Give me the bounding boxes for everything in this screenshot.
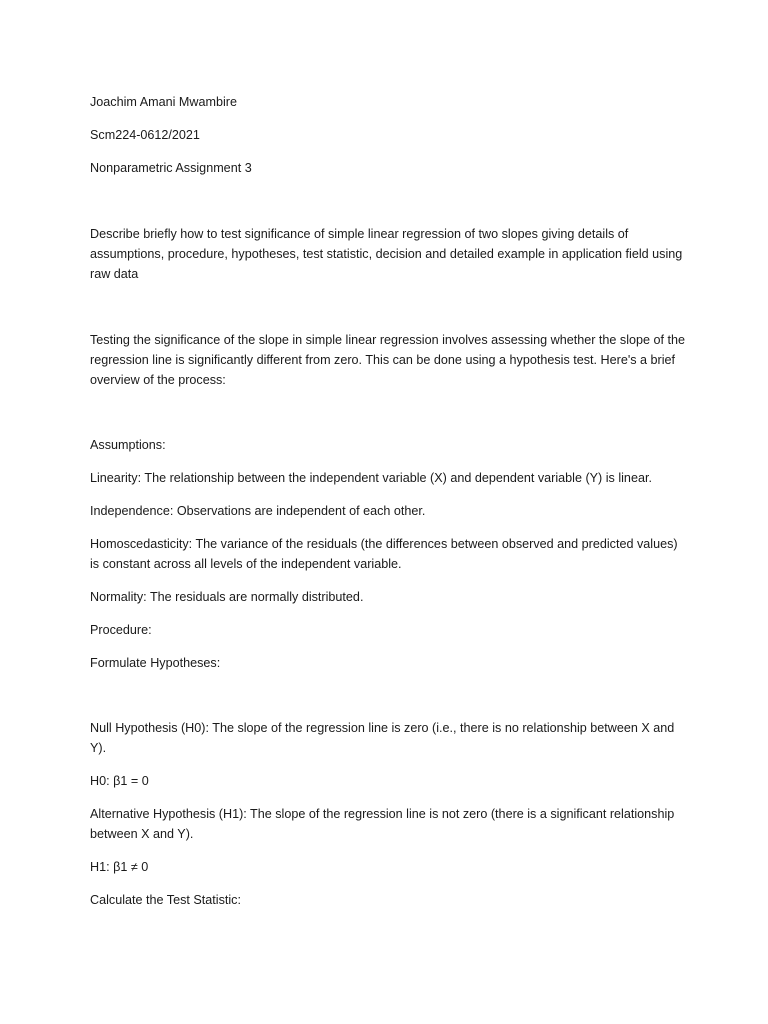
question-paragraph: Describe briefly how to test significance of simple linear regression of two slopes giving details of assumptions, procedure, hypotheses, test statistic, decision and detailed example in application field using raw data [90, 227, 683, 281]
assumptions-heading: Assumptions: [90, 438, 166, 452]
alt-hypothesis-formula: H1: β1 ≠ 0 [90, 860, 149, 874]
formulate-hypotheses-heading: Formulate Hypotheses: [90, 656, 221, 670]
calculate-test-statistic-heading: Calculate the Test Statistic: [90, 893, 241, 907]
assumption-homoscedasticity: Homoscedasticity: The variance of the residuals (the differences between observed and predicted values) is constant across all levels of the independent variable. [90, 537, 678, 571]
assumption-normality: Normality: The residuals are normally distributed. [90, 590, 364, 604]
student-id: Scm224-0612/2021 [90, 128, 200, 142]
author-name: Joachim Amani Mwambire [90, 95, 237, 109]
null-hypothesis-text: Null Hypothesis (H0): The slope of the regression line is zero (i.e., there is no relationship between X and Y). [90, 721, 675, 755]
procedure-heading: Procedure: [90, 623, 152, 637]
alt-hypothesis-text: Alternative Hypothesis (H1): The slope of the regression line is not zero (there is a significant relationship between X and Y). [90, 807, 675, 841]
assumption-independence: Independence: Observations are independent of each other. [90, 504, 426, 518]
null-hypothesis-formula: H0: β1 = 0 [90, 774, 149, 788]
intro-paragraph: Testing the significance of the slope in simple linear regression involves assessing whether the slope of the regression line is significantly different from zero. This can be done using a hypothesis test. Here's a brief overview of the process: [90, 333, 686, 387]
assumption-linearity: Linearity: The relationship between the independent variable (X) and dependent variable (Y) is linear. [90, 471, 652, 485]
assignment-title: Nonparametric Assignment 3 [90, 161, 252, 175]
